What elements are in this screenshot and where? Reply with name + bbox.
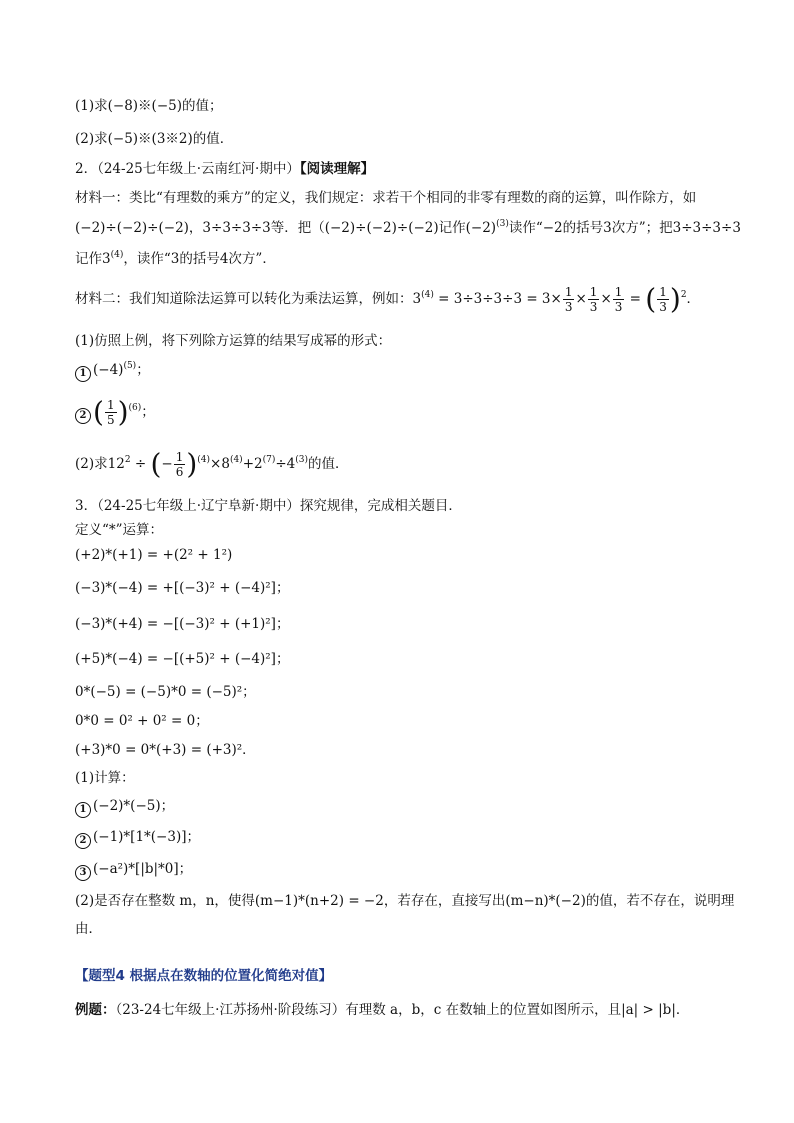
q2-exp-7: (7) <box>262 455 276 465</box>
problem-2-q1-item-1 <box>75 360 150 382</box>
material-2-text-a: 材料二：我们知道除法运算可以转化为乘法运算，例如：3 <box>75 291 422 307</box>
circled-number-2: 2 <box>75 408 91 424</box>
problem-3-question-2-line-2: 由． <box>75 921 102 937</box>
q2-end: 的值． <box>308 456 349 472</box>
material-1-exp-c: (4) <box>110 250 124 260</box>
q2-times: ×8 <box>210 456 230 472</box>
material-1-line-2 <box>75 218 741 238</box>
rule-6: 0*0 = 0² + 0² = 0； <box>75 713 209 729</box>
problem-2-tag: 【阅读理解】 <box>299 161 375 177</box>
problem-3-question-2-line-1: (2)是否存在整数 m，n，使得(m−1)*(n+2) = −2，若存在，直接写出(m−n)*(−2)的值，若不存在，说明理 <box>75 893 735 909</box>
calc-3: (−a²)*[|b|*0]； <box>93 861 193 877</box>
material-2-end: ． <box>686 291 701 307</box>
q2-exp-3: (3) <box>295 455 308 465</box>
rule-4: (+5)*(−4) = −[(+5)² + (−4)²]； <box>75 651 290 667</box>
problem-2-question-2: (2)求$12^2$ ÷ (− $\frac{1}{6}$ )$^{(4)}\times 8^{(4)}+2^{(7)}\div 4^{(3)}$的值． <box>75 447 349 481</box>
example-label: 例题： <box>75 1002 116 1018</box>
material-1-line-3 <box>75 249 276 269</box>
rule-2: (−3)*(−4) = +[(−3)² + (−4)²]； <box>75 580 290 596</box>
material-2-line: 材料二：我们知道除法运算可以转化为乘法运算，例如：3$^{(4)}$ = 3÷3÷3÷3 = 3× $\frac{1}{3}$ × $\frac{1}{3}$ × $\frac{1}{3}$ = ( $\frac{1}{3}$ )$^2$． <box>75 282 701 316</box>
circled-number-1: 1 <box>75 366 91 382</box>
problem-2-source: 2．（24-25七年级上·云南红河·期中） <box>75 161 300 177</box>
q2-exp-4b: (4) <box>229 455 243 465</box>
material-1-line-1: 材料一：类比“有理数的乘方”的定义，我们规定：求若干个相同的非零有理数的商的运算，叫作除方，如 <box>75 190 697 206</box>
material-1-text-a: (−2)÷(−2)÷(−2)，3÷3÷3÷3等．把（(−2)÷(−2)÷(−2)记作(−2) <box>75 220 497 236</box>
problem-2-question-1: (1)仿照上例，将下列除方运算的结果写成幂的形式： <box>75 333 392 349</box>
q2-base: (2)求12 <box>75 456 125 472</box>
q2-plus: +2 <box>242 456 263 472</box>
fraction-one-third-4: $\frac{1}{3}$ <box>659 285 667 314</box>
circled-number-2: 2 <box>75 833 91 849</box>
example-line <box>75 1000 689 1020</box>
rule-1: (+2)*(+1) = +(2² + 1²) <box>75 547 233 563</box>
item-1-base: (−4) <box>93 362 124 378</box>
calc-1: (−2)*(−5)； <box>93 798 175 814</box>
item-1-exp: (5) <box>123 361 137 371</box>
calc-2: (−1)*[1*(−3)]； <box>93 829 200 845</box>
question-1-part-1: (1)求(−8)※(−5)的值； <box>75 98 223 114</box>
fraction-one-third-3: $\frac{1}{3}$ <box>614 285 623 314</box>
fraction-one-fifth: $\frac{1}{5}$ <box>106 398 115 427</box>
material-2-text-b: = 3÷3÷3÷3 = 3× <box>438 291 562 307</box>
item-2-end: ； <box>141 404 155 420</box>
problem-3-header: 3．（24-25七年级上·辽宁阜新·期中）探究规律，完成相关题目． <box>75 498 462 514</box>
material-1-exp-a: (3) <box>496 219 509 229</box>
material-2-exp: (4) <box>421 290 434 300</box>
problem-2-q1-item-2: 2 ( $\frac{1}{5}$ )$^{(6)}$； <box>75 398 155 427</box>
item-2-exp: (6) <box>128 403 142 413</box>
circled-number-1: 1 <box>75 802 91 818</box>
rule-5: 0*(−5) = (−5)*0 = (−5)²； <box>75 684 256 700</box>
problem-3-q1-item-1 <box>75 796 174 818</box>
rule-3: (−3)*(+4) = −[(−3)² + (+1)²]； <box>75 616 290 632</box>
question-1-part-2: (2)求(−5)※(3※2)的值． <box>75 131 234 147</box>
q2-square: 2 <box>124 455 131 465</box>
problem-3-q1-item-3 <box>75 859 192 881</box>
fraction-one-third-1: $\frac{1}{3}$ <box>564 285 573 314</box>
definition-label: 定义“*”运算： <box>75 522 164 538</box>
fraction-one-third-2: $\frac{1}{3}$ <box>589 285 598 314</box>
section-heading-type-4: 【题型4 根据点在数轴的位置化简绝对值】 <box>75 968 333 984</box>
item-1-end: ； <box>136 362 150 378</box>
problem-3-question-1: (1)计算： <box>75 770 135 786</box>
q2-exp-4: (4) <box>197 455 211 465</box>
q2-div: ÷4 <box>275 456 296 472</box>
problem-2-header <box>75 159 374 179</box>
material-1-text-d: ，读作“3的括号4次方”． <box>123 251 276 267</box>
rule-7: (+3)*0 = 0*(+3) = (+3)²． <box>75 742 256 758</box>
circled-number-3: 3 <box>75 865 91 881</box>
material-1-text-b: 读作“−2的括号3次方”；把3÷3÷3÷3 <box>508 220 741 236</box>
example-text: （23-24七年级上·江苏扬州·阶段练习）有理数 a，b，c 在数轴上的位置如图所示，且|a| > |b|． <box>115 1002 690 1018</box>
problem-3-q1-item-2 <box>75 827 200 849</box>
material-2-result-exp: 2 <box>680 290 687 300</box>
q2-minus: − <box>161 456 173 472</box>
fraction-one-sixth: $\frac{1}{6}$ <box>175 450 184 479</box>
material-1-text-c: 记作3 <box>75 251 111 267</box>
